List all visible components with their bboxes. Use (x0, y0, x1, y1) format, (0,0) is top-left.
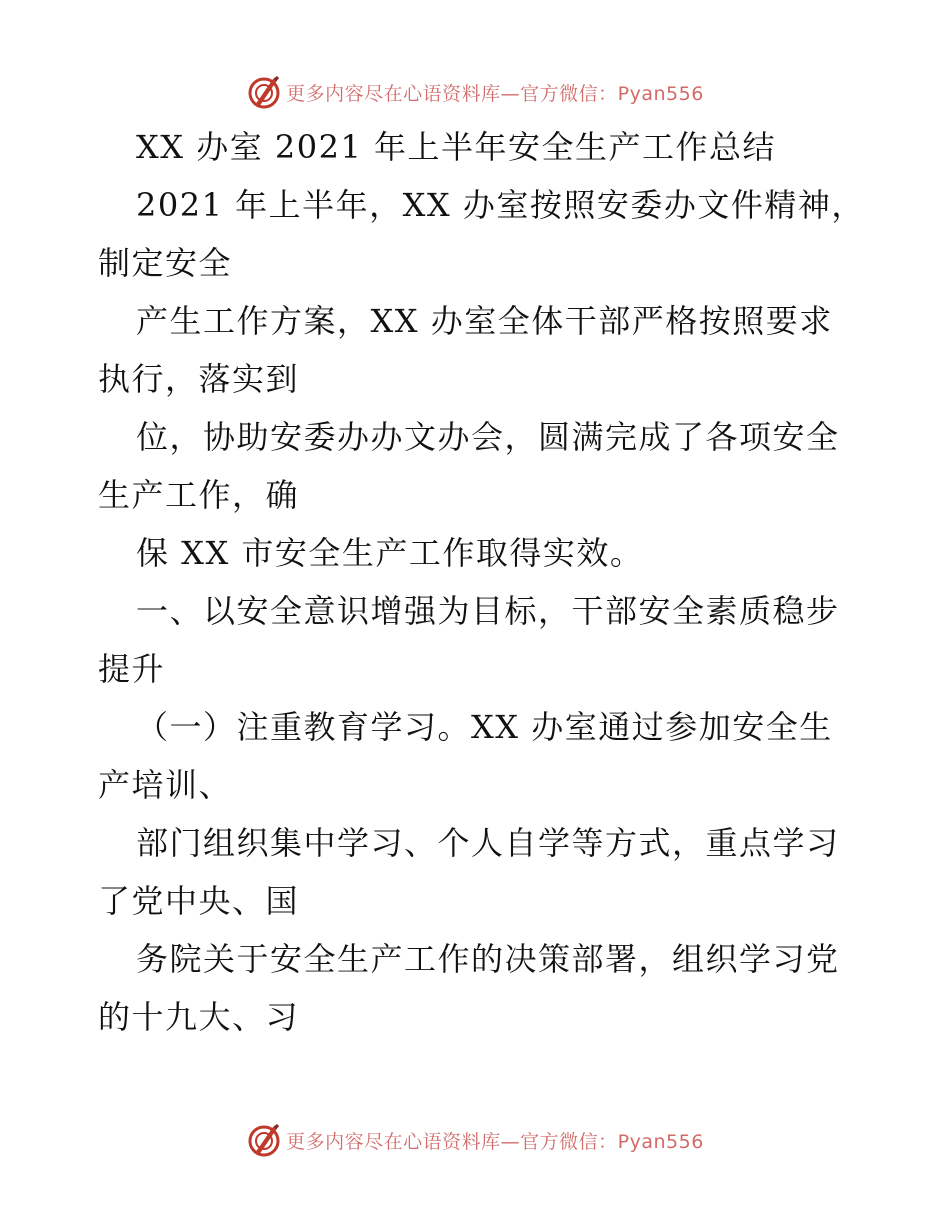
paragraph-line: 生产工作，确 (98, 476, 300, 514)
footer-banner (0, 1120, 950, 1160)
paragraph-line: 2021 年上半年，XX 办室按照安委办文件精神， (136, 186, 865, 224)
document-title: XX 办室 2021 年上半年安全生产工作总结 (136, 128, 777, 166)
header-banner (0, 72, 950, 112)
paragraph-line: （一）注重教育学习。XX 办室通过参加安全生 (136, 708, 833, 746)
paragraph-line: 了党中央、国 (98, 882, 300, 920)
document-body (98, 118, 865, 1046)
paragraph-line: 务院关于安全生产工作的决策部署，组织学习党 (136, 940, 840, 978)
paragraph-line: 部门组织集中学习、个人自学等方式，重点学习 (136, 824, 840, 862)
paragraph-line: 位，协助安委办办文办会，圆满完成了各项安全 (136, 418, 840, 456)
paragraph-line: 的十九大、习 (98, 998, 300, 1036)
header-banner-content (246, 74, 704, 110)
header-banner-text: 更多内容尽在心语资料库—官方微信：Pyan556 (286, 82, 704, 105)
paragraph-line: 制定安全 (98, 244, 233, 282)
paragraph-line: 保 XX 市安全生产工作取得实效。 (136, 534, 644, 572)
pen-circle-logo-icon (246, 1122, 282, 1158)
footer-banner-content (246, 1122, 704, 1158)
paragraph-line: 产生工作方案，XX 办室全体干部严格按照要求 (136, 302, 833, 340)
paragraph-line: 执行，落实到 (98, 360, 300, 398)
pen-circle-logo-icon (246, 74, 282, 110)
paragraph-line: 产培训、 (98, 766, 233, 804)
section-heading: 一、以安全意识增强为目标，干部安全素质稳步 (136, 592, 840, 630)
footer-banner-text: 更多内容尽在心语资料库—官方微信：Pyan556 (286, 1130, 704, 1153)
section-heading-continued: 提升 (98, 650, 166, 688)
